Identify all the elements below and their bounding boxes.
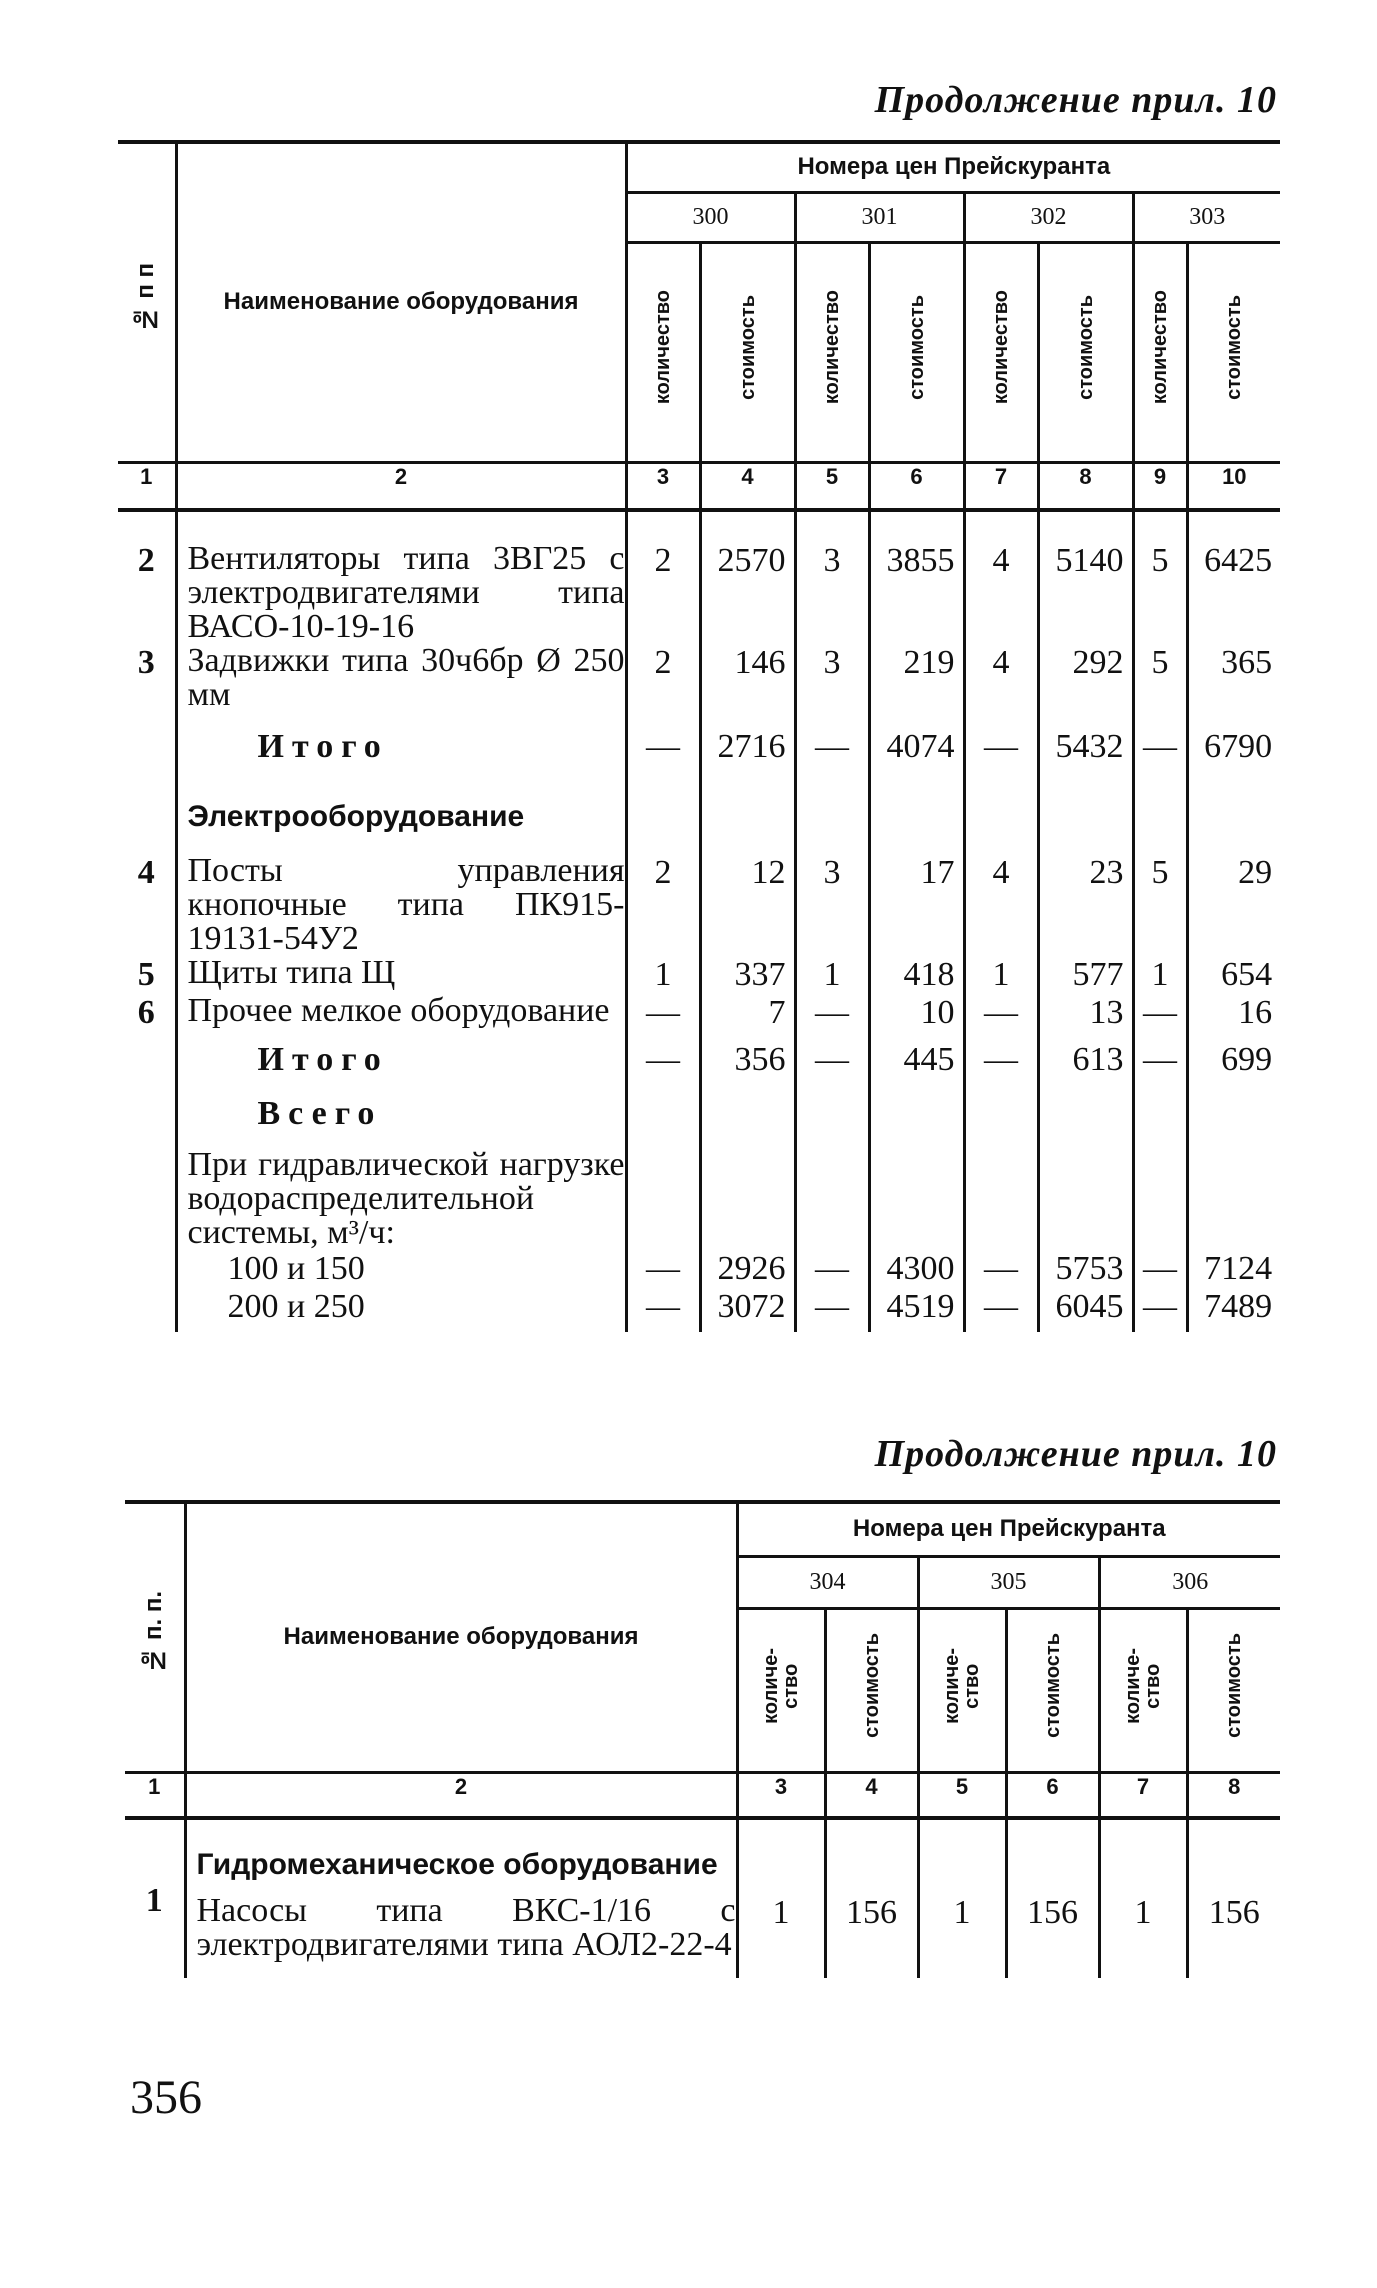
col-header-qty: количе- ство xyxy=(1099,1608,1187,1772)
col-header-qty: количе- ство xyxy=(737,1608,825,1772)
subtotal-row: Итого — 356 — 445 — 613 — 699 xyxy=(118,1032,1280,1088)
price-number-300: 300 xyxy=(626,192,795,242)
col-header-number: № п. п. xyxy=(125,1502,185,1772)
col-header-number: № п п xyxy=(118,142,176,462)
table-row: 6 Прочее мелкое оборудование — 7 — 10 — 13 — 16 xyxy=(118,994,1280,1032)
col-header-qty: количество xyxy=(626,242,700,462)
table-row: 4 Посты управления кнопочные типа ПК915-19131-54У2 2 12 3 17 4 23 5 29 xyxy=(118,854,1280,956)
col-header-price-group: Номера цен Прейскуранта xyxy=(626,142,1280,192)
col-header-qty: количество xyxy=(964,242,1038,462)
col-header-price-group: Номера цен Прейскуранта xyxy=(737,1502,1280,1556)
total-row: Всего xyxy=(118,1088,1280,1140)
section-row: Гидромеханическое оборудование xyxy=(125,1844,1280,1882)
col-header-cost: стоимость xyxy=(1187,242,1280,462)
page-number: 356 xyxy=(130,2071,202,2124)
col-header-cost: стоимость xyxy=(825,1608,918,1772)
subtotal-row: Итого — 2716 — 4074 — 5432 — 6790 xyxy=(118,712,1280,782)
price-number-301: 301 xyxy=(795,192,964,242)
col-header-qty: количе- ство xyxy=(918,1608,1006,1772)
price-table-2 xyxy=(125,1500,1280,1978)
table-row: 5 Щиты типа Щ 1 337 1 418 1 577 1 654 xyxy=(118,956,1280,994)
table-row: 2 Вентиляторы типа 3ВГ25 с электродвигателями типа ВАСО-10-19-16 2 2570 3 3855 4 5140 5 6425 xyxy=(118,542,1280,644)
table-row: 100 и 150 — 2926 — 4300 — 5753 — 7124 xyxy=(118,1250,1280,1288)
table-row: 3 Задвижки типа 30ч6бр Ø 250 мм 2 146 3 219 4 292 5 365 xyxy=(118,644,1280,712)
price-number-302: 302 xyxy=(964,192,1133,242)
continuation-title-bottom: Продолжение прил. 10 xyxy=(874,1433,1277,1475)
table-row: 1 Насосы типа ВКС-1/16 с электродвигателями типа АОЛ2-22-4 1 156 1 156 1 156 xyxy=(125,1882,1280,1978)
col-header-cost: стоимость xyxy=(869,242,964,462)
price-number-306: 306 xyxy=(1099,1556,1280,1608)
column-number-row: 1 2 3 4 5 6 7 8 xyxy=(125,1772,1280,1818)
col-header-cost: стоимость xyxy=(1187,1608,1280,1772)
price-number-305: 305 xyxy=(918,1556,1099,1608)
column-number-row: 1 2 3 4 5 6 7 8 9 10 xyxy=(118,462,1280,510)
col-header-qty: количество xyxy=(1133,242,1187,462)
col-header-name: Наименование оборудования xyxy=(176,142,626,462)
table-row: 200 и 250 — 3072 — 4519 — 6045 — 7489 xyxy=(118,1288,1280,1332)
col-header-qty: количество xyxy=(795,242,869,462)
col-header-cost: стоимость xyxy=(700,242,795,462)
col-header-name: Наименование оборудования xyxy=(185,1502,737,1772)
section-row: Электрооборудование xyxy=(118,782,1280,854)
load-label-row: При гидравлической нагрузке водораспределительной системы, м³/ч: xyxy=(118,1140,1280,1250)
col-header-cost: стоимость xyxy=(1006,1608,1099,1772)
price-number-303: 303 xyxy=(1133,192,1280,242)
price-table-1 xyxy=(118,140,1280,1332)
price-number-304: 304 xyxy=(737,1556,918,1608)
continuation-title-top: Продолжение прил. 10 xyxy=(874,79,1277,121)
col-header-cost: стоимость xyxy=(1038,242,1133,462)
